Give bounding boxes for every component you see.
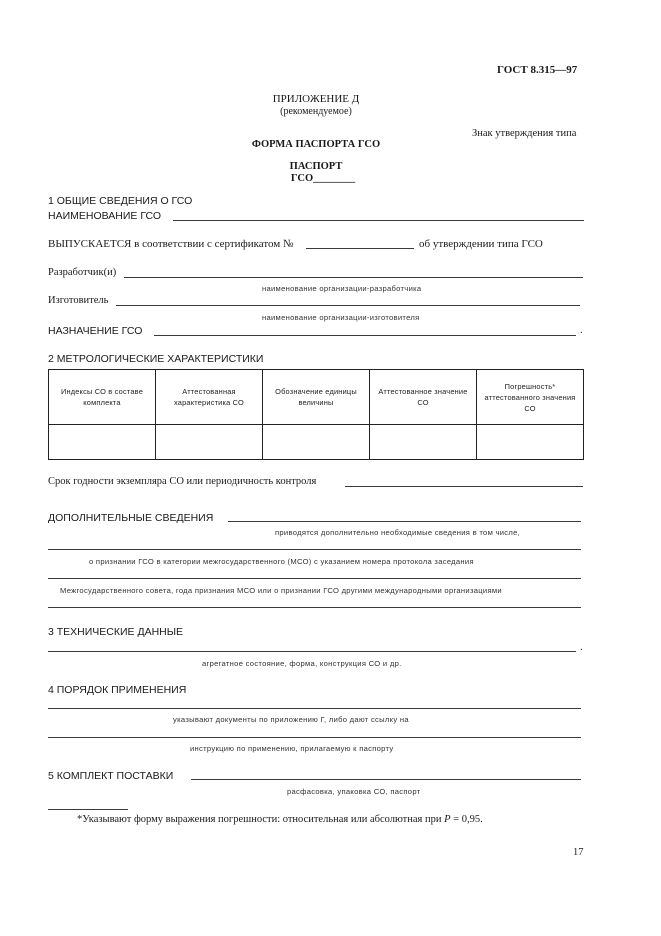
- name-label: НАИМЕНОВАНИЕ ГСО: [48, 210, 162, 222]
- delivery-field-line: [191, 779, 581, 780]
- delivery-caption: расфасовка, упаковка СО, паспорт: [287, 787, 421, 796]
- tech-data-field-line: [48, 651, 576, 652]
- table-cell[interactable]: [49, 425, 156, 460]
- form-title: ФОРМА ПАСПОРТА ГСО: [251, 139, 381, 150]
- col-header-value: Аттестованное значение СО: [370, 370, 477, 425]
- type-approval-mark: Знак утверждения типа: [472, 128, 577, 139]
- purpose-field-line: [154, 335, 576, 336]
- developer-field-line: [124, 277, 583, 278]
- certificate-number-line: [306, 248, 414, 249]
- appendix-note: (рекомендуемое): [280, 106, 352, 117]
- passport-title: ПАСПОРТ: [289, 161, 343, 172]
- table-cell[interactable]: [370, 425, 477, 460]
- footnote-separator: [48, 809, 128, 810]
- additional-caption-3: Межгосударственного совета, года признания МСО или о признании ГСО другими международными организациями: [60, 586, 502, 595]
- col-header-unit: Обозначение единицы величины: [263, 370, 370, 425]
- section3-heading: 3 ТЕХНИЧЕСКИЕ ДАННЫЕ: [48, 626, 184, 638]
- usage-caption-1: указывают документы по приложению Г, либо дают ссылку на: [173, 715, 409, 724]
- usage-field-line-2: [48, 737, 581, 738]
- col-header-indices: Индексы СО в составе комплекта: [49, 370, 156, 425]
- page-number: 17: [573, 847, 584, 858]
- issued-label: ВЫПУСКАЕТСЯ в соответствии с сертификатом №: [48, 238, 294, 250]
- section4-heading: 4 ПОРЯДОК ПРИМЕНЕНИЯ: [48, 684, 187, 696]
- shelf-life-label: Срок годности экземпляра СО или периодичность контроля: [48, 476, 317, 487]
- gso-label: ГСО________: [290, 173, 356, 184]
- section5-heading: 5 КОМПЛЕКТ ПОСТАВКИ: [48, 770, 174, 782]
- appendix-title: ПРИЛОЖЕНИЕ Д: [272, 93, 360, 105]
- col-header-error: Погрешность* аттестованного значения СО: [477, 370, 584, 425]
- usage-field-line-1: [48, 708, 581, 709]
- footnote-text-before: *Указывают форму выражения погрешности: относительная или абсолютная при: [77, 814, 445, 825]
- footnote-variable: P: [444, 814, 451, 825]
- tech-data-end: .: [580, 642, 583, 653]
- manufacturer-field-line: [116, 305, 580, 306]
- additional-field-line: [228, 521, 581, 522]
- table-cell[interactable]: [263, 425, 370, 460]
- additional-line-2: [48, 549, 581, 550]
- purpose-label: НАЗНАЧЕНИЕ ГСО: [48, 325, 143, 337]
- standard-number: ГОСТ 8.315—97: [497, 64, 578, 76]
- manufacturer-caption: наименование организации-изготовителя: [262, 313, 420, 322]
- table-cell[interactable]: [156, 425, 263, 460]
- additional-line-3: [48, 578, 581, 579]
- purpose-end: .: [580, 325, 583, 336]
- col-header-characteristic: Аттестованная характеристика СО: [156, 370, 263, 425]
- section1-heading: 1 ОБЩИЕ СВЕДЕНИЯ О ГСО: [48, 195, 193, 207]
- footnote: [77, 814, 483, 825]
- footnote-text-after: = 0,95.: [450, 814, 483, 825]
- issued-suffix: об утверждении типа ГСО: [419, 238, 543, 250]
- shelf-life-field-line: [345, 486, 583, 487]
- developer-label: Разработчик(и): [48, 267, 117, 278]
- usage-caption-2: инструкцию по применению, прилагаемую к паспорту: [190, 744, 394, 753]
- section2-heading: 2 МЕТРОЛОГИЧЕСКИЕ ХАРАКТЕРИСТИКИ: [48, 353, 264, 365]
- table-header-row: [49, 370, 584, 425]
- metrology-table: [48, 369, 584, 460]
- name-field-line: [173, 220, 584, 221]
- developer-caption: наименование организации-разработчика: [262, 284, 422, 293]
- additional-label: ДОПОЛНИТЕЛЬНЫЕ СВЕДЕНИЯ: [48, 512, 214, 524]
- additional-caption-1: приводятся дополнительно необходимые сведения в том числе,: [275, 528, 521, 537]
- table-cell[interactable]: [477, 425, 584, 460]
- tech-data-caption: агрегатное состояние, форма, конструкция СО и др.: [202, 659, 402, 668]
- additional-caption-2: о признании ГСО в категории межгосударственного (МСО) с указанием номера протокола заседания: [89, 557, 474, 566]
- manufacturer-label: Изготовитель: [48, 295, 109, 306]
- table-row: [49, 425, 584, 460]
- additional-line-4: [48, 607, 581, 608]
